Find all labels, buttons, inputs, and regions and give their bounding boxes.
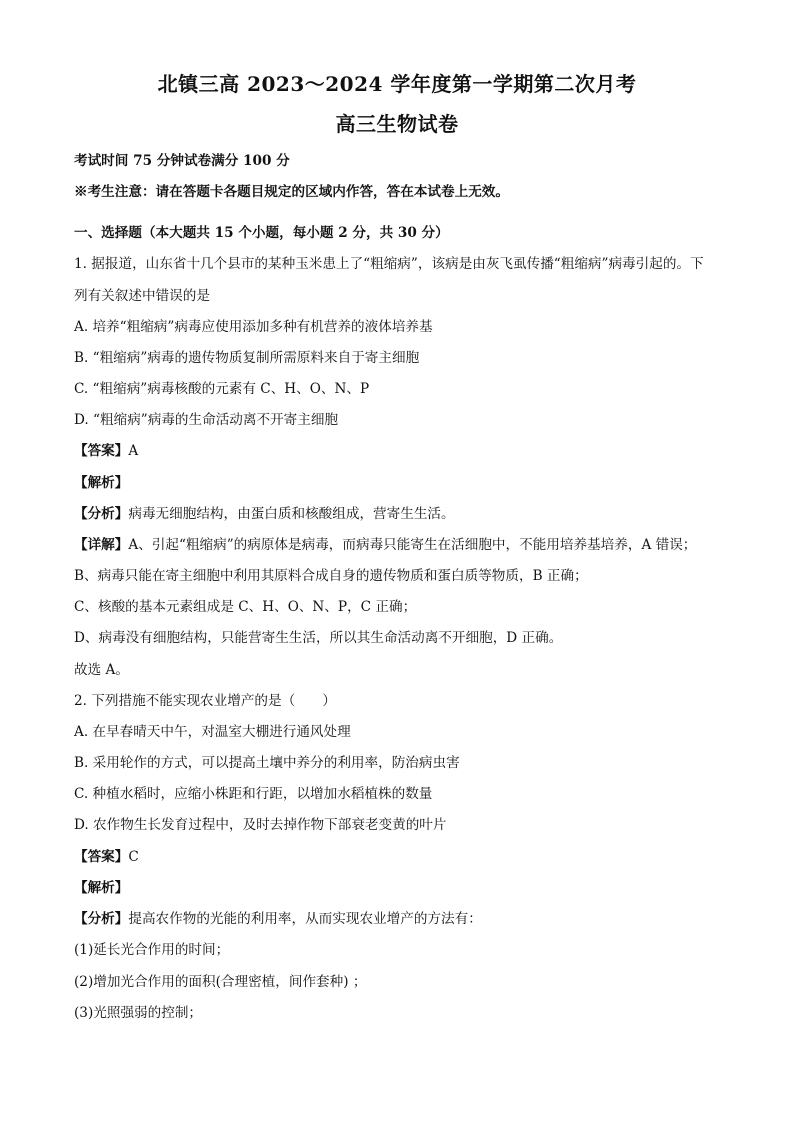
q1-fenxi	[74, 505, 734, 523]
q2-point-3: (3)光照强弱的控制；	[74, 1005, 203, 1021]
answer-tag: 【答案】	[74, 443, 129, 459]
detail-tag: 【详解】	[74, 537, 129, 553]
exam-notice: ※考生注意：请在答题卡各题目规定的区域内作答，答在本试卷上无效。	[74, 184, 509, 200]
q2-option-c: C. 种植水稻时，应缩小株距和行距，以增加水稻植株的数量	[74, 786, 433, 802]
q2-option-d: D. 农作物生长发育过程中，及时去掉作物下部衰老变黄的叶片	[74, 817, 447, 833]
page-subtitle: 高三生物试卷	[335, 112, 459, 136]
fenxi-text: 提高农作物的光能的利用率，从而实现农业增产的方法有：	[128, 911, 482, 927]
q1-stem-line1: 1. 据报道，山东省十几个县市的某种玉米患上了“粗缩病”，该病是由灰飞虱传播“粗缩病”病毒引起的。下	[74, 256, 704, 272]
q1-detail-c: C、核酸的基本元素组成是 C、H、O、N、P，C 正确；	[74, 599, 417, 615]
q1-stem-line2: 列有关叙述中错误的是	[74, 288, 210, 304]
detail-text: A、引起“粗缩病”的病原体是病毒，而病毒只能寄生在活细胞中，不能用培养基培养，A 错误；	[128, 537, 697, 553]
exam-time-info: 考试时间 75 分钟试卷满分 100 分	[74, 153, 290, 169]
page-title: 北镇三高 2023～2024 学年度第一学期第二次月考	[157, 72, 637, 96]
q1-option-d: D. “粗缩病”病毒的生命活动离不开寄主细胞	[74, 412, 339, 428]
fenxi-tag: 【分析】	[74, 506, 129, 522]
q2-fenxi	[74, 910, 734, 928]
fenxi-tag: 【分析】	[74, 911, 129, 927]
q2-analysis-tag: 【解析】	[74, 880, 129, 896]
q2-option-b: B. 采用轮作的方式，可以提高土壤中养分的利用率，防治病虫害	[74, 755, 460, 771]
q2-stem: 2. 下列措施不能实现农业增产的是（ ）	[74, 693, 336, 709]
q1-analysis-tag: 【解析】	[74, 475, 129, 491]
section-heading: 一、选择题（本大题共 15 个小题，每小题 2 分，共 30 分）	[74, 225, 449, 241]
q2-point-1: (1)延长光合作用的时间；	[74, 942, 230, 958]
q1-detail-d: D、病毒没有细胞结构，只能营寄生生活，所以其生命活动离不开细胞，D 正确。	[74, 630, 563, 646]
q1-option-b: B. “粗缩病”病毒的遗传物质复制所需原料来自于寄主细胞	[74, 350, 420, 366]
q1-conclusion: 故选 A。	[74, 662, 129, 678]
q1-option-a: A. 培养“粗缩病”病毒应使用添加多种有机营养的液体培养基	[74, 319, 433, 335]
q1-option-c: C. “粗缩病”病毒核酸的元素有 C、H、O、N、P	[74, 381, 370, 397]
answer-value: A	[128, 443, 139, 459]
q2-option-a: A. 在早春晴天中午，对温室大棚进行通风处理	[74, 724, 351, 740]
answer-tag: 【答案】	[74, 849, 129, 865]
fenxi-text: 病毒无细胞结构，由蛋白质和核酸组成，营寄生生活。	[128, 506, 455, 522]
q2-point-2: (2)增加光合作用的面积(合理密植，间作套种) ；	[74, 974, 367, 990]
q2-answer	[74, 848, 734, 866]
q1-detail-a	[74, 536, 734, 554]
answer-value: C	[128, 849, 139, 865]
q1-answer	[74, 442, 734, 460]
q1-detail-b: B、病毒只能在寄主细胞中利用其原料合成自身的遗传物质和蛋白质等物质，B 正确；	[74, 568, 588, 584]
